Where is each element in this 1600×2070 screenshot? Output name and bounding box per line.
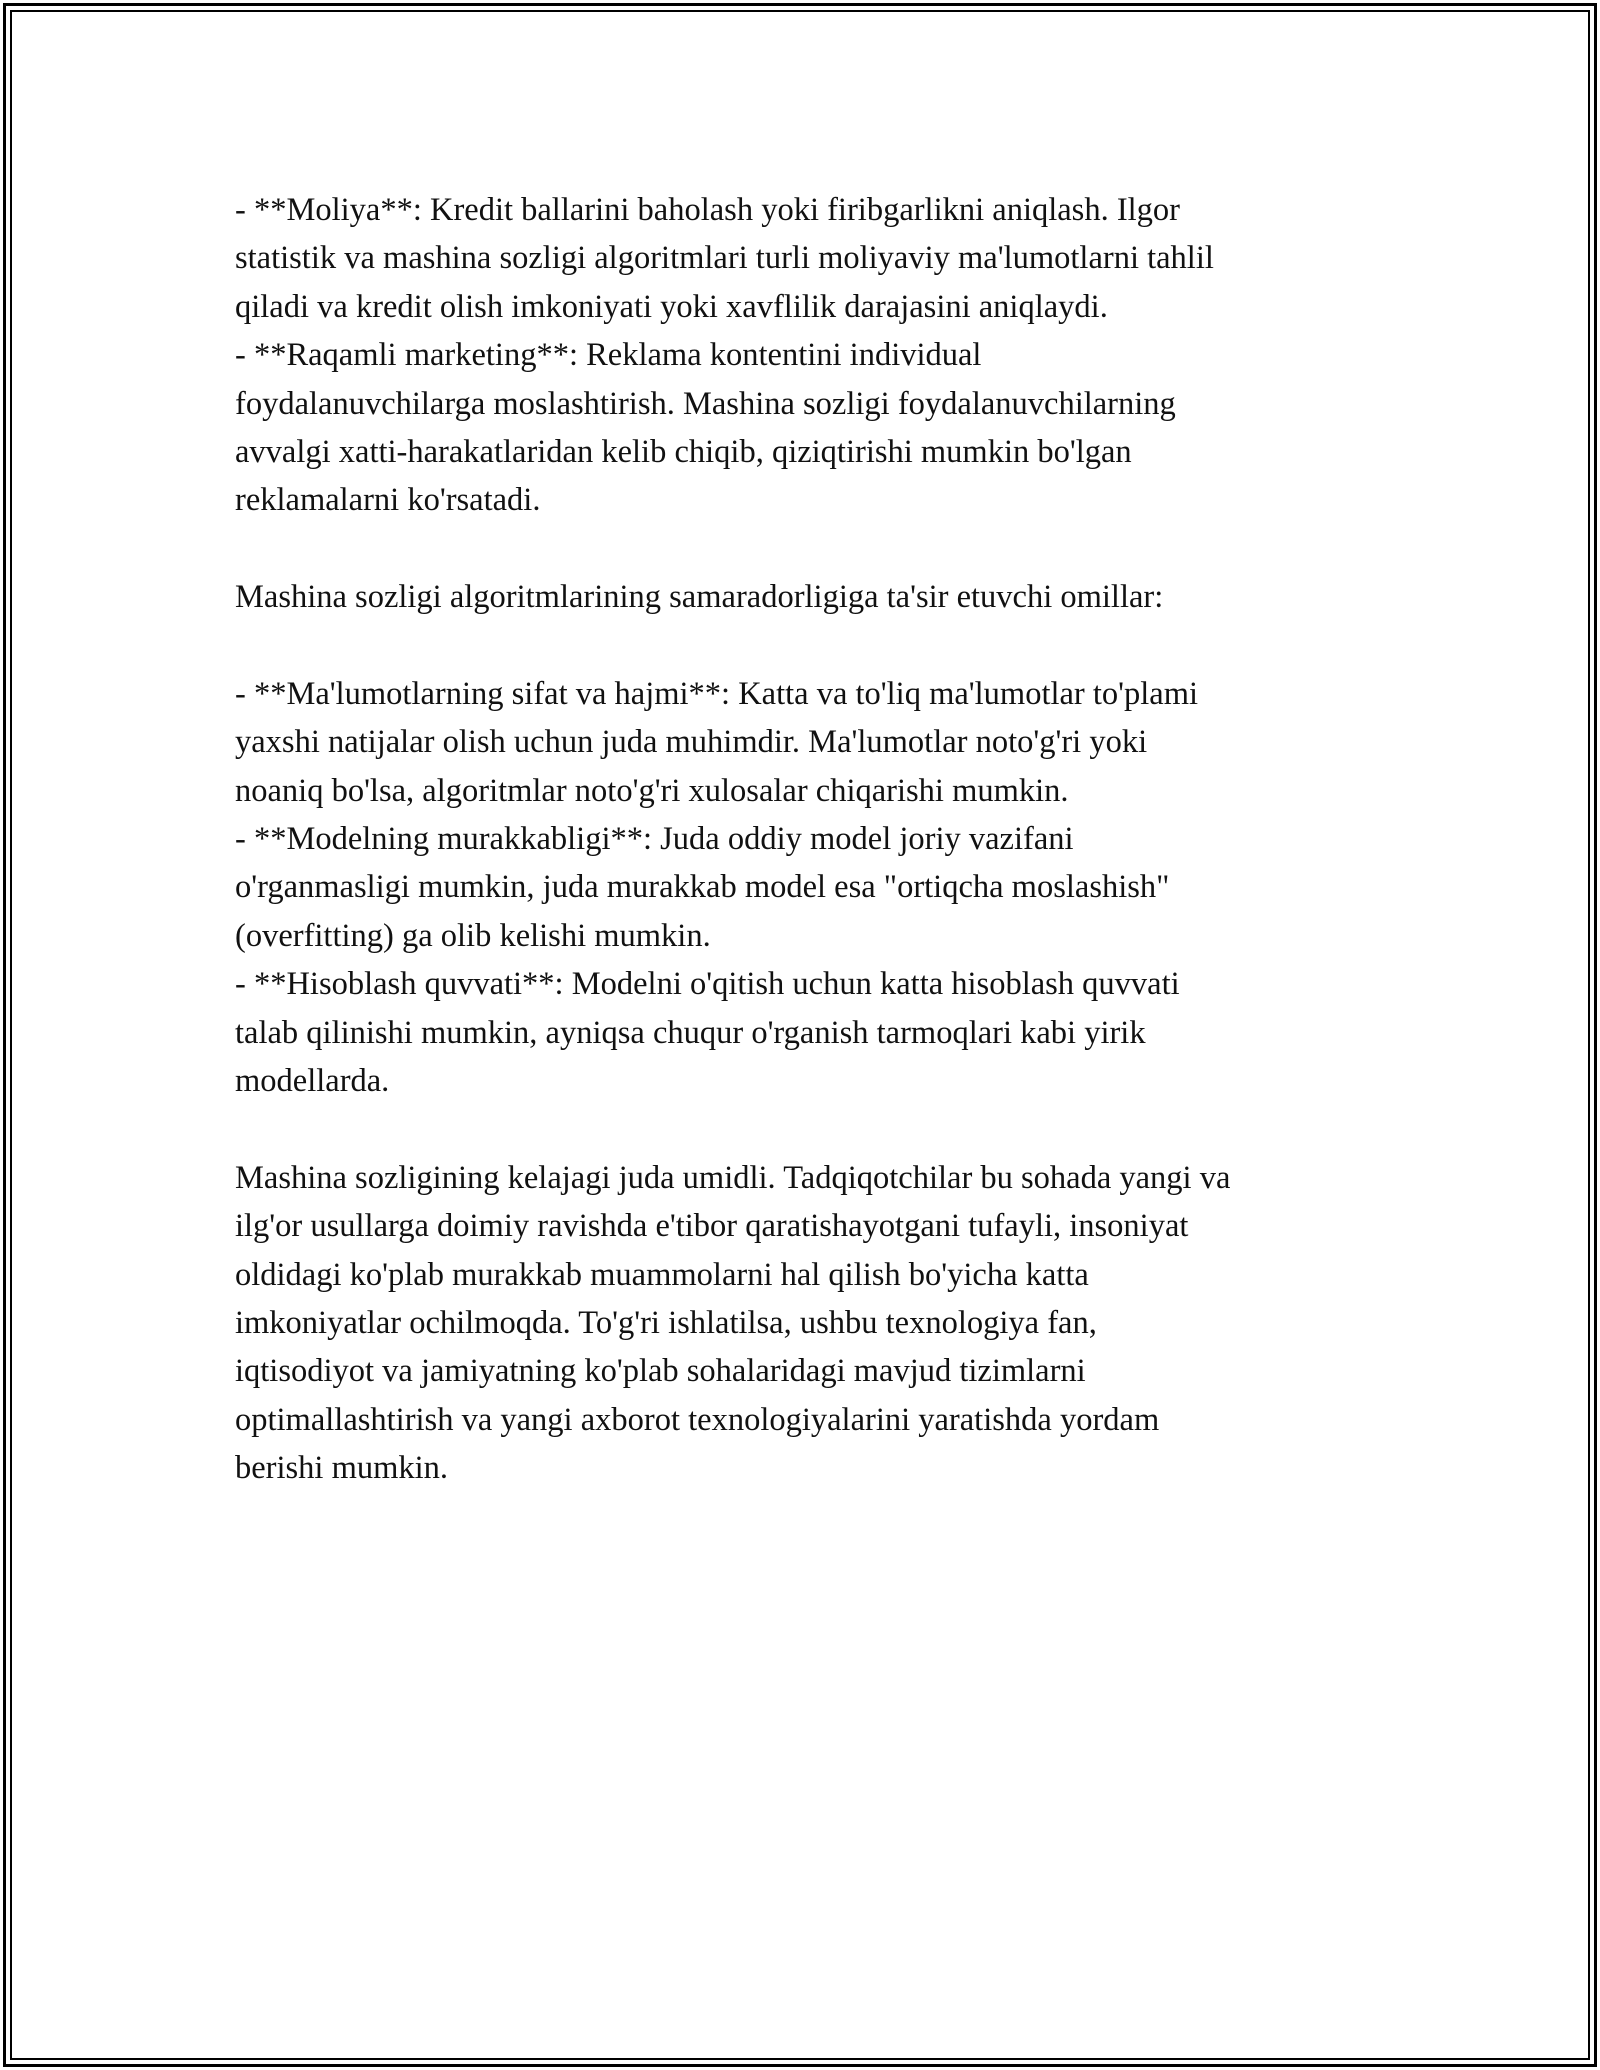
text-line: ilg'or usullarga doimiy ravishda e'tibor qaratishayotgani tufayli, insoniyat [235, 1208, 1189, 1245]
text-line: qiladi va kredit olish imkoniyati yoki xavflilik darajasini aniqlaydi. [235, 288, 1108, 325]
text-line: yaxshi natijalar olish uchun juda muhimdir. Ma'lumotlar noto'g'ri yoki [235, 724, 1148, 761]
blank-line [235, 525, 1375, 573]
text-line: Mashina sozligining kelajagi juda umidli. Tadqiqotchilar bu sohada yangi va [235, 1159, 1231, 1196]
text-line: avvalgi xatti-harakatlaridan kelib chiqib, qiziqtirishi mumkin bo'lgan [235, 433, 1132, 470]
list-item-modelning-murakkabligi [235, 815, 1375, 960]
document-body [235, 186, 1375, 1493]
list-item-moliya [235, 186, 1375, 331]
list-item-hisoblash-quvvati [235, 960, 1375, 1105]
conclusion-paragraph [235, 1154, 1375, 1493]
text-line: talab qilinishi mumkin, ayniqsa chuqur o'rganish tarmoqlari kabi yirik [235, 1014, 1146, 1051]
list-item-raqamli-marketing [235, 331, 1375, 525]
blank-line [235, 622, 1375, 670]
text-line: - **Ma'lumotlarning sifat va hajmi**: Katta va to'liq ma'lumotlar to'plami [235, 675, 1199, 712]
text-line: - **Moliya**: Kredit ballarini baholash yoki firibgarlikni aniqlash. Ilgor [235, 192, 1181, 228]
list-item-malumotlar-sifati [235, 670, 1375, 815]
text-line: iqtisodiyot va jamiyatning ko'plab sohalaridagi mavjud tizimlarni [235, 1353, 1086, 1390]
text-line: o'rganmasligi mumkin, juda murakkab model esa "ortiqcha moslashish" [235, 869, 1170, 906]
factors-intro-paragraph [235, 573, 1375, 621]
text-line: imkoniyatlar ochilmoqda. To'g'ri ishlatilsa, ushbu texnologiya fan, [235, 1304, 1097, 1341]
text-line: modellarda. [235, 1063, 390, 1100]
text-line: Mashina sozligi algoritmlarining samaradorligiga ta'sir etuvchi omillar: [235, 579, 1164, 616]
text-line: optimallashtirish va yangi axborot texnologiyalarini yaratishda yordam [235, 1401, 1160, 1438]
text-line: statistik va mashina sozligi algoritmlari turli moliyaviy ma'lumotlarni tahlil [235, 240, 1214, 277]
text-line: - **Modelning murakkabligi**: Juda oddiy model joriy vazifani [235, 821, 1074, 858]
text-line: - **Hisoblash quvvati**: Modelni o'qitish uchun katta hisoblash quvvati [235, 966, 1180, 1003]
text-line: foydalanuvchilarga moslashtirish. Mashina sozligi foydalanuvchilarning [235, 385, 1176, 422]
text-line: reklamalarni ko'rsatadi. [235, 482, 541, 519]
text-line: oldidagi ko'plab murakkab muammolarni hal qilish bo'yicha katta [235, 1256, 1089, 1293]
text-line: - **Raqamli marketing**: Reklama kontentini individual [235, 337, 982, 374]
blank-line [235, 1105, 1375, 1153]
text-line: noaniq bo'lsa, algoritmlar noto'g'ri xulosalar chiqarishi mumkin. [235, 772, 1069, 809]
text-line: berishi mumkin. [235, 1450, 449, 1487]
text-line: (overfitting) ga olib kelishi mumkin. [235, 917, 711, 954]
